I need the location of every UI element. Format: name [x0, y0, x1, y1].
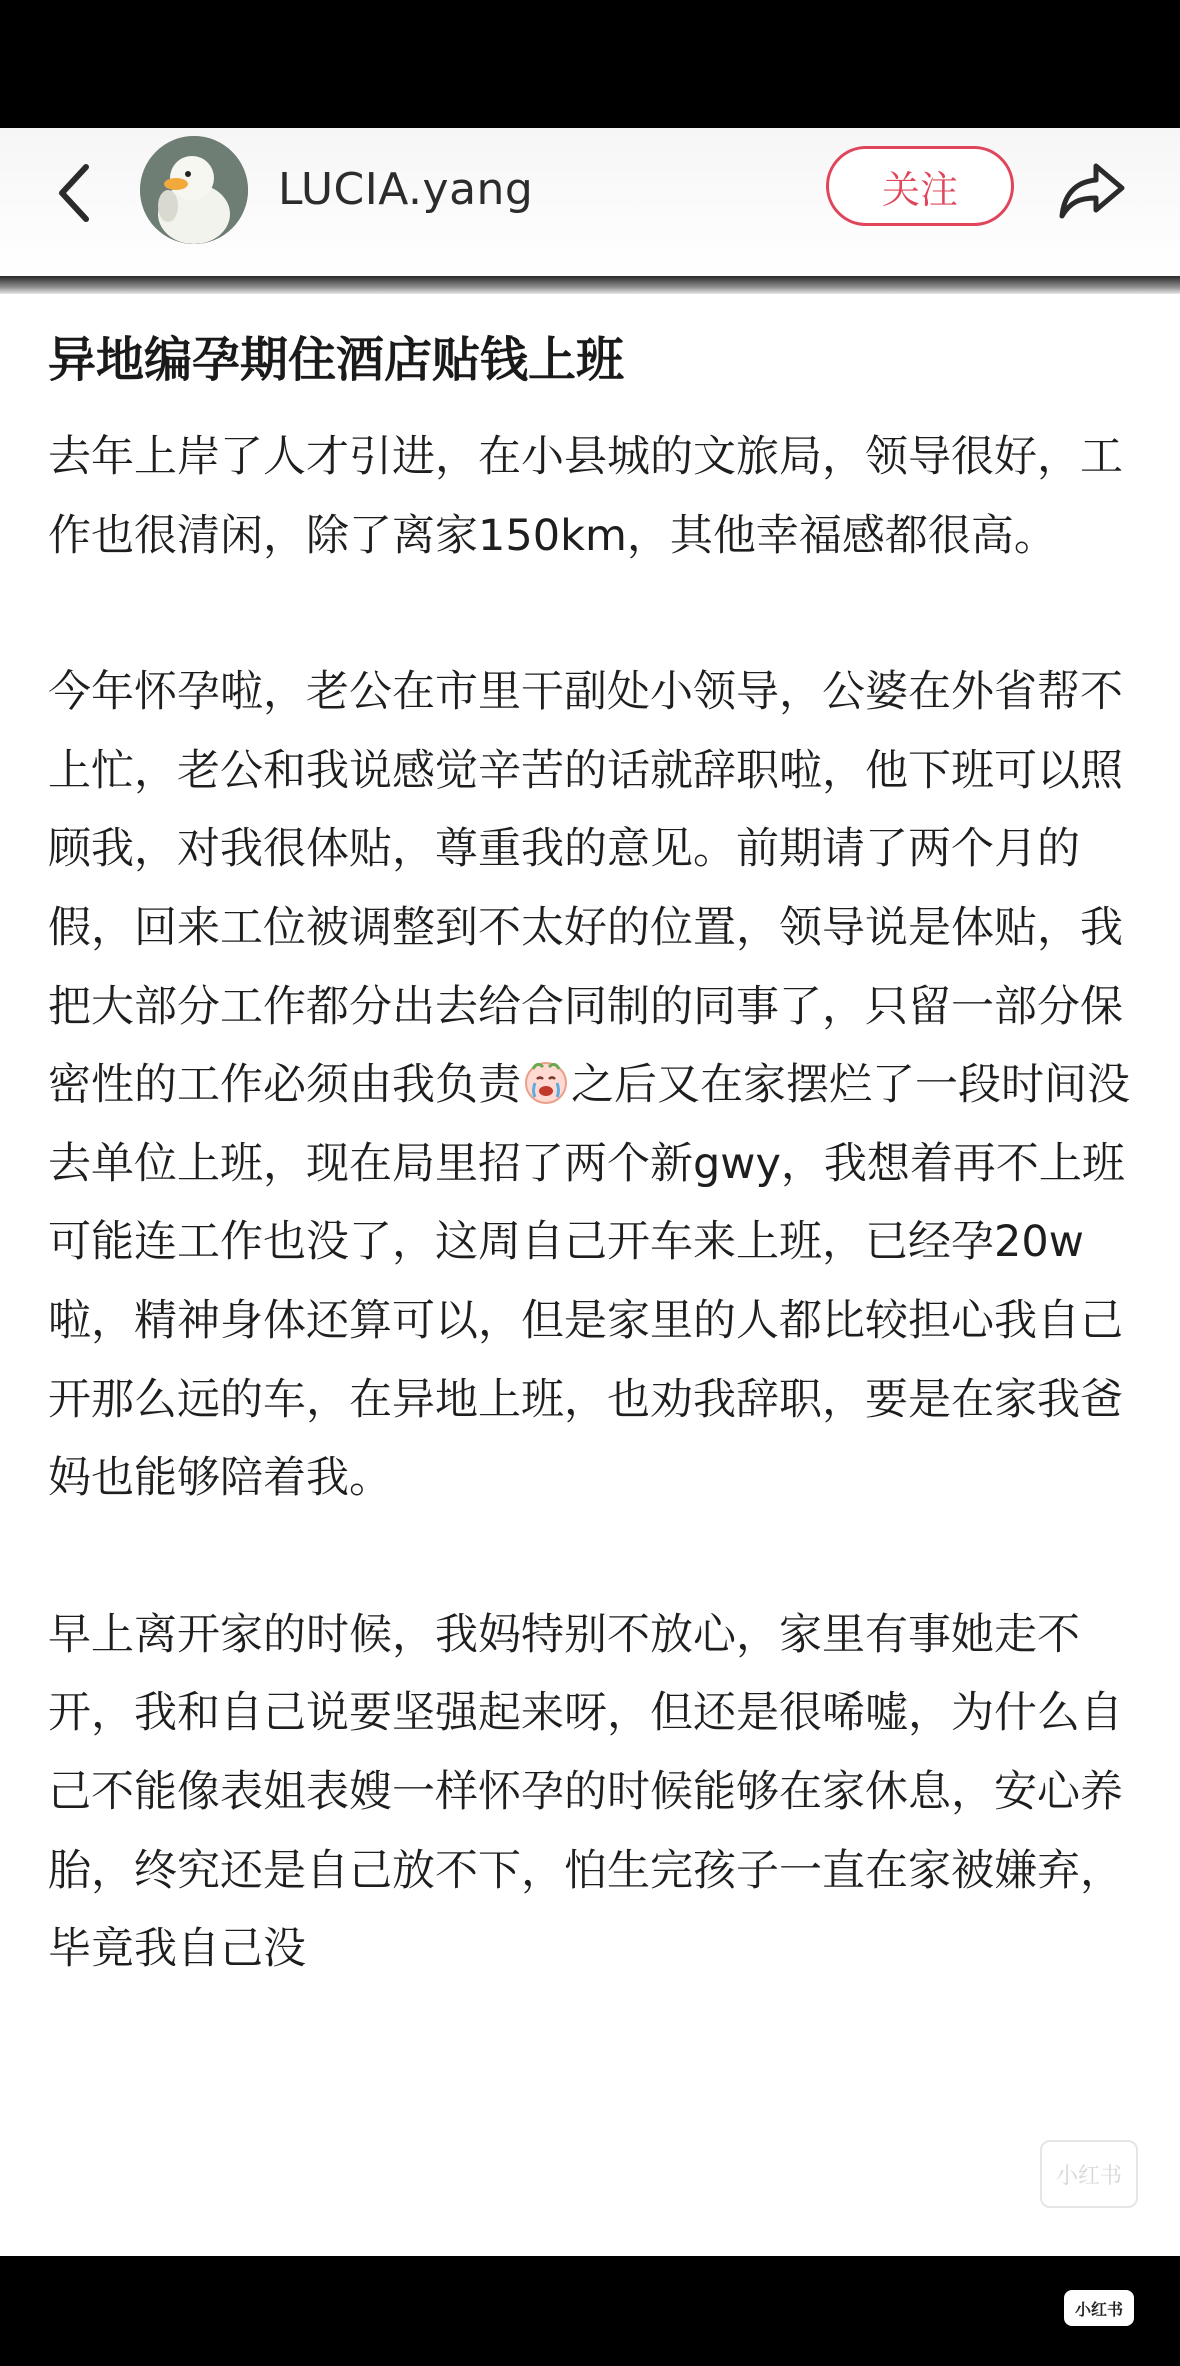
chevron-left-icon — [54, 161, 94, 225]
bottom-bar — [0, 2256, 1180, 2366]
post-paragraph-2-continued: 之后又在家摆烂了一段时间没去单位上班，现在局里招了两个新gwy，我想着再不上班可能连工作也没了，这周自己开车来上班，已经孕20w啦，精神身体还算可以，但是家里的人都比较担心我自己开那么远的车，在异地上班，也劝我辞职，要是在家我爸妈也能够陪着我。 — [48, 1060, 1130, 1504]
follow-button[interactable]: 关注 — [826, 146, 1014, 226]
status-bar — [0, 0, 1180, 128]
back-button[interactable] — [46, 158, 102, 228]
avatar[interactable] — [140, 136, 248, 244]
post-content — [48, 330, 1138, 2067]
post-paragraph-3: 早上离开家的时候，我妈特别不放心，家里有事她走不开，我和自己说要坚强起来呀，但还是很唏嘘，为什么自己不能像表姐表嫂一样怀孕的时候能够在家休息，安心养胎，终究还是自己放不下，怕生完孩子一直在家被嫌弃，毕竟我自己没 — [48, 1609, 1123, 1975]
post-paragraph-1: 去年上岸了人才引进，在小县城的文旅局，领导很好，工作也很清闲，除了离家150km，其他幸福感都很高。 — [48, 432, 1123, 561]
share-button[interactable] — [1052, 154, 1132, 226]
watermark-logo: 小红书 — [1040, 2140, 1138, 2208]
username[interactable]: LUCIA.yang — [278, 164, 534, 215]
post-title: 异地编孕期住酒店贴钱上班 — [48, 332, 625, 388]
post-paragraph-2 — [48, 653, 1138, 1518]
watermark-badge: 小红书 — [1064, 2290, 1134, 2326]
header-divider — [0, 276, 1180, 294]
share-arrow-icon — [1056, 158, 1128, 222]
post-header — [0, 128, 1180, 278]
duck-avatar-image — [140, 136, 248, 244]
crying-face-icon — [523, 1059, 569, 1105]
post-paragraph-2-text: 今年怀孕啦，老公在市里干副处小领导，公婆在外省帮不上忙，老公和我说感觉辛苦的话就辞职啦，他下班可以照顾我，对我很体贴，尊重我的意见。前期请了两个月的假，回来工位被调整到不太好的位置，领导说是体贴，我把大部分工作都分出去给合同制的同事了，只留一部分保密性的工作必须由我负责 — [48, 667, 1123, 1111]
